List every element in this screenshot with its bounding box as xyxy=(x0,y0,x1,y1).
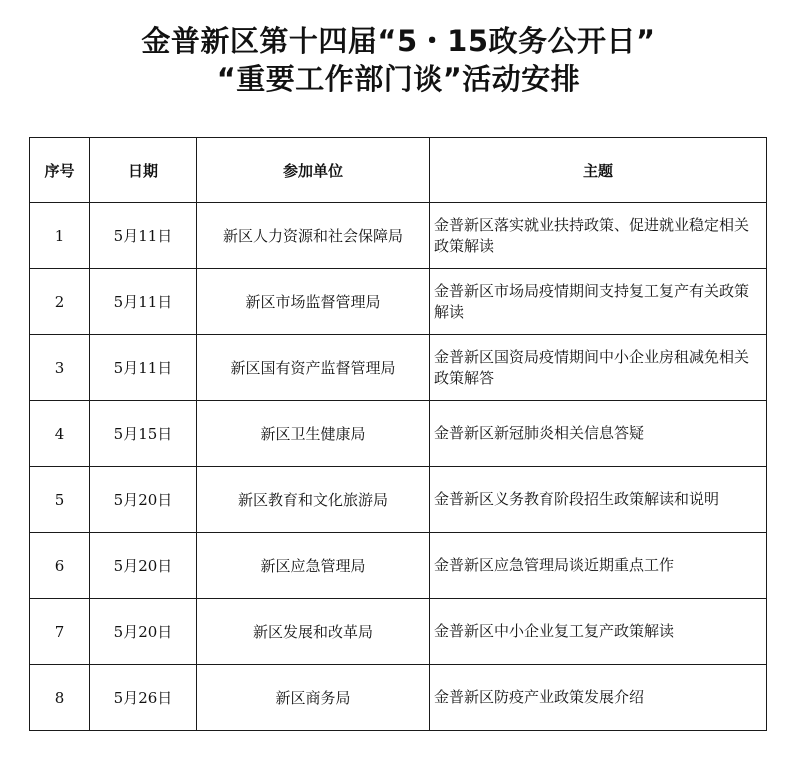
cell-unit: 新区国有资产监督管理局 xyxy=(197,335,430,401)
header-date: 日期 xyxy=(90,138,197,203)
cell-unit: 新区商务局 xyxy=(197,665,430,731)
table-row xyxy=(30,401,767,467)
cell-date: 5月20日 xyxy=(90,599,197,665)
table-header-row xyxy=(30,138,767,203)
cell-topic: 金普新区义务教育阶段招生政策解读和说明 xyxy=(430,467,767,533)
cell-unit: 新区卫生健康局 xyxy=(197,401,430,467)
cell-number: 3 xyxy=(30,335,90,401)
table-row xyxy=(30,665,767,731)
table-row xyxy=(30,599,767,665)
table-row xyxy=(30,533,767,599)
cell-unit: 新区人力资源和社会保障局 xyxy=(197,203,430,269)
cell-unit: 新区市场监督管理局 xyxy=(197,269,430,335)
cell-topic: 金普新区落实就业扶持政策、促进就业稳定相关政策解读 xyxy=(430,203,767,269)
cell-topic: 金普新区防疫产业政策发展介绍 xyxy=(430,665,767,731)
cell-unit: 新区应急管理局 xyxy=(197,533,430,599)
cell-number: 6 xyxy=(30,533,90,599)
title-line-1: 金普新区第十四届“5・15政务公开日” xyxy=(141,24,656,58)
cell-date: 5月20日 xyxy=(90,533,197,599)
cell-date: 5月11日 xyxy=(90,203,197,269)
cell-number: 5 xyxy=(30,467,90,533)
cell-number: 2 xyxy=(30,269,90,335)
header-unit: 参加单位 xyxy=(197,138,430,203)
cell-topic: 金普新区国资局疫情期间中小企业房租减免相关政策解答 xyxy=(430,335,767,401)
cell-date: 5月11日 xyxy=(90,335,197,401)
cell-topic: 金普新区中小企业复工复产政策解读 xyxy=(430,599,767,665)
table-row xyxy=(30,203,767,269)
header-number: 序号 xyxy=(30,138,90,203)
cell-date: 5月20日 xyxy=(90,467,197,533)
cell-number: 1 xyxy=(30,203,90,269)
cell-number: 7 xyxy=(30,599,90,665)
schedule-table xyxy=(29,137,767,731)
title-line-2: “重要工作部门谈”活动安排 xyxy=(216,62,581,96)
cell-number: 8 xyxy=(30,665,90,731)
header-topic: 主题 xyxy=(430,138,767,203)
cell-date: 5月11日 xyxy=(90,269,197,335)
cell-date: 5月26日 xyxy=(90,665,197,731)
page-title xyxy=(0,22,797,98)
cell-topic: 金普新区新冠肺炎相关信息答疑 xyxy=(430,401,767,467)
cell-date: 5月15日 xyxy=(90,401,197,467)
cell-unit: 新区教育和文化旅游局 xyxy=(197,467,430,533)
cell-unit: 新区发展和改革局 xyxy=(197,599,430,665)
table-row xyxy=(30,467,767,533)
table-row xyxy=(30,335,767,401)
cell-topic: 金普新区市场局疫情期间支持复工复产有关政策解读 xyxy=(430,269,767,335)
cell-number: 4 xyxy=(30,401,90,467)
cell-topic: 金普新区应急管理局谈近期重点工作 xyxy=(430,533,767,599)
table-row xyxy=(30,269,767,335)
